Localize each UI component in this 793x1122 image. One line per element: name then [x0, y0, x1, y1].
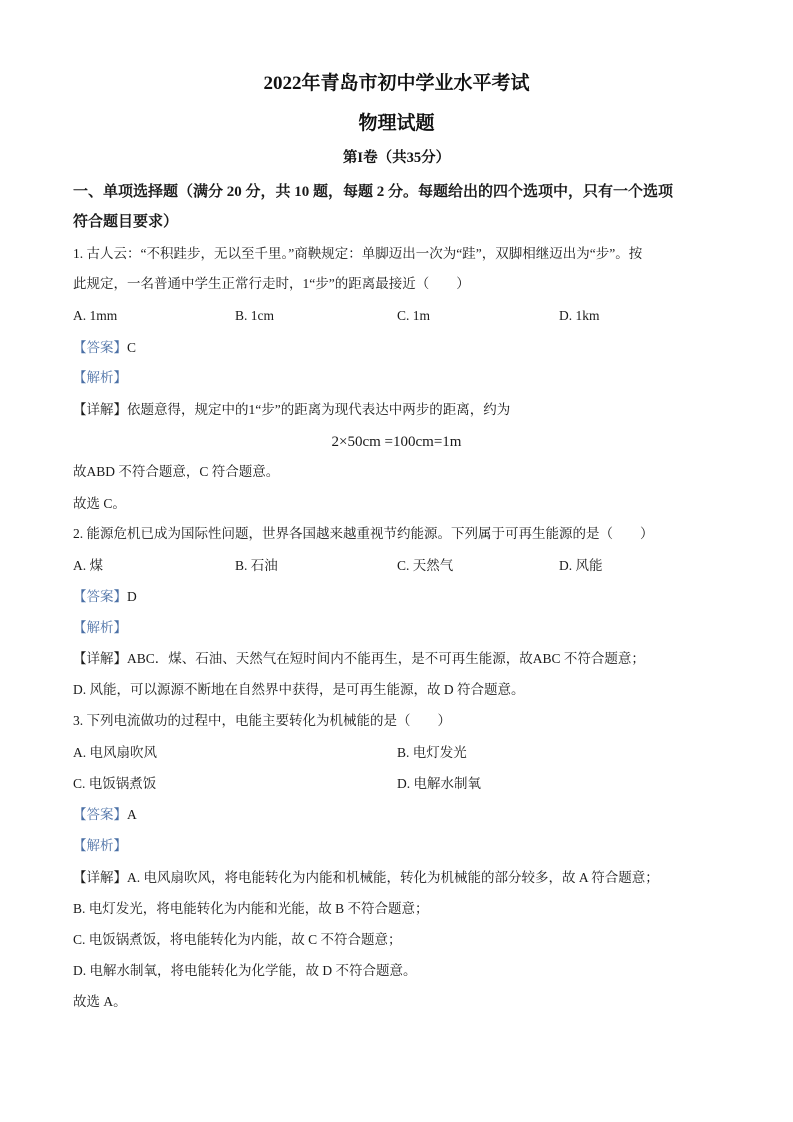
q2-option-b: B. 石油: [235, 558, 278, 573]
q3-option-c: C. 电饭锅煮饭: [73, 776, 157, 791]
q1-stem: 1. 古人云：“不积跬步，无以至千里。”商鞅规定：单脚迈出一次为“跬”，双脚相继迈出为“步”。按: [73, 246, 643, 261]
answer-value: C: [127, 340, 137, 355]
detail-text: 依题意得，规定中的1“步”的距离为现代表达中两步的距离，约为: [127, 402, 511, 417]
q1-option-c: C. 1m: [397, 308, 431, 323]
q3-detail-b: B. 电灯发光，将电能转化为内能和光能，故 B 不符合题意；: [73, 901, 429, 916]
q2-stem: 2. 能源危机已成为国际性问题，世界各国越来越重视节约能源。下列属于可再生能源的是（ ）: [73, 526, 654, 541]
q1-analysis-label: 【解析】: [73, 370, 127, 385]
q2-option-a: A. 煤: [73, 558, 103, 573]
q2-detail: [73, 649, 645, 669]
q1-detail-cont: 故ABD 不符合题意，C 符合题意。: [73, 464, 280, 479]
detail-text: A. 电风扇吹风，将电能转化为内能和机械能，转化为机械能的部分较多，故 A 符合题意；: [127, 870, 659, 885]
q3-conclusion: 故选 A。: [73, 994, 127, 1009]
section-heading: 一、单项选择题（满分 20 分，共 10 题，每题 2 分。每题给出的四个选项中，只有一个选项: [73, 184, 674, 200]
q1-option-b: B. 1cm: [235, 308, 274, 323]
answer-value: A: [127, 807, 137, 822]
answer-label: 【答案】: [73, 340, 127, 355]
q1-answer: [73, 338, 136, 358]
q2-analysis-label: 【解析】: [73, 620, 127, 635]
q3-option-b: B. 电灯发光: [397, 745, 467, 760]
subject-title: 物理试题: [358, 113, 435, 134]
exam-title: 2022年青岛市初中学业水平考试: [263, 73, 530, 94]
answer-label: 【答案】: [73, 589, 127, 604]
detail-label: 【详解】: [73, 402, 127, 417]
detail-label: 【详解】: [73, 870, 127, 885]
q1-conclusion: 故选 C。: [73, 496, 126, 511]
q2-option-d: D. 风能: [559, 558, 603, 573]
q1-detail: [73, 400, 510, 420]
q3-option-d: D. 电解水制氧: [397, 776, 481, 791]
q1-stem-cont: 此规定，一名普通中学生正常行走时，1“步”的距离最接近（ ）: [73, 276, 470, 291]
q3-detail-d: D. 电解水制氧，将电能转化为化学能，故 D 不符合题意。: [73, 963, 417, 978]
answer-label: 【答案】: [73, 807, 127, 822]
q3-option-a: A. 电风扇吹风: [73, 745, 157, 760]
q3-analysis-label: 【解析】: [73, 838, 127, 853]
q2-option-c: C. 天然气: [397, 558, 454, 573]
section-heading-cont: 符合题目要求）: [73, 214, 179, 230]
q3-detail: [73, 868, 659, 888]
q2-detail-cont: D. 风能，可以源源不断地在自然界中获得，是可再生能源，故 D 符合题意。: [73, 682, 525, 697]
volume-title: 第I卷（共35分）: [342, 150, 451, 166]
q3-answer: [73, 805, 137, 825]
q1-option-d: D. 1km: [559, 308, 600, 323]
q3-detail-c: C. 电饭锅煮饭，将电能转化为内能，故 C 不符合题意；: [73, 932, 402, 947]
q3-stem: 3. 下列电流做功的过程中，电能主要转化为机械能的是（ ）: [73, 713, 451, 728]
q2-answer: [73, 587, 137, 607]
q1-formula: 2×50cm =100cm=1m: [331, 434, 462, 450]
answer-value: D: [127, 589, 137, 604]
q1-option-a: A. 1mm: [73, 308, 118, 323]
detail-text: ABC．煤、石油、天然气在短时间内不能再生，是不可再生能源，故ABC 不符合题意；: [127, 651, 645, 666]
detail-label: 【详解】: [73, 651, 127, 666]
